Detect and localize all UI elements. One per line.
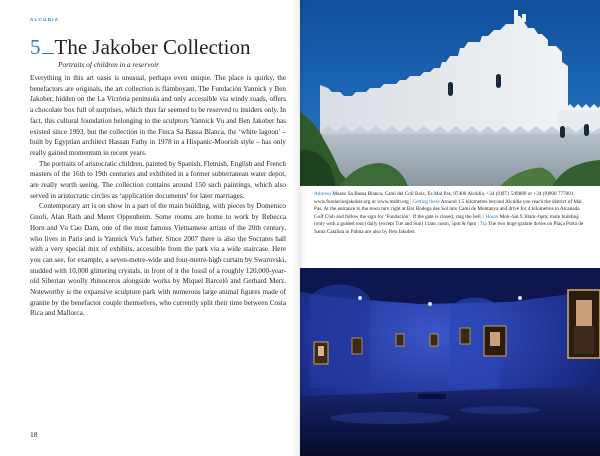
separator: |	[483, 213, 485, 220]
separator: |	[410, 198, 412, 205]
building-photo	[300, 0, 600, 186]
article-body	[30, 73, 286, 319]
article-heading	[30, 35, 250, 60]
right-page	[300, 0, 600, 456]
article-number: 5	[30, 35, 41, 59]
tip-text: The two huge granite doves on Plaça Porta de Santa Catalina in Palma are also by Ben Jakober.	[314, 221, 584, 235]
section-label: ALCÚDIA	[30, 17, 60, 22]
title-rule	[42, 53, 54, 54]
gallery-photo	[300, 268, 600, 456]
paragraph: The portraits of aristocratic children, painted by Spanish, Flemish, English and French masters of the 16th to 19th centuries and exhibited in a former subterranean water depot, are really worth seeing. The collection contains around 150 such paintings, which also served in aristocratic circles as ‘application documents’ for later marriages.	[30, 159, 286, 200]
hours-text: Mon–Sat 9.30am–6pm; main building (only with a guided tour) daily (except Tue and Sun) 11am, noon, 5pm & 6pm	[314, 213, 579, 228]
paragraph: Contemporary art is on show in a part of the main building, with pieces by Domenico Gnoli, Alan Rath and Meret Oppenheim. Some rooms are home to work by Rebecca Horn and Vu Cao Dam, one of the most famous Vietnamese artists of the 20th century, who lives in Paris and is Yannick Vu’s father. Since 2007 there is also the Socrates hall with a very special mix of exhibits, accessible from the park via a wide staircase. Here you can see, for example, a seven-metre-wide and four-metre-high curtain by Swarovski, studded with 10,000 glittering crystals, in front of it the fossil of a roughly 120,000-year-old Siberian woolly rhinoceros alongside works by Miquel Barceló and Gerhard Merz. Noteworthy is the expansive sculpture park with numerous large animal figures made of granite by the benefactor couple themselves, who currently split their time between Costa Rica and Mallorca.	[30, 202, 286, 318]
separator: |	[477, 221, 479, 228]
info-box	[300, 186, 600, 268]
paragraph: Everything in this art oasis is unusual, perhaps even unique. The place is quirky, the benefactors are originals, the art collection is flamboyant. The Fundación Yannick y Ben Jakober, hidden on the La Victòria peninsula and only accessible via windy roads, offers a chocolate box full of surprises, which thus far seemed to be reserved to insiders only. In fact, this cultural foundation belonging to the sculptors Yannick Vu and Ben Jakober has existed since 1993, but the collection in the Finca Sa Bassa Blanca, the ‘white lagoon’ – built by Egyptian architect Hassan Fathy in 1978 in a Hispanic-Moorish style – has only really gained momentum in recent years.	[30, 74, 286, 157]
getting-there-label: Getting there	[412, 198, 440, 205]
tip-label: Tip	[479, 221, 487, 228]
article-title: The Jakober Collection	[54, 35, 251, 59]
page-number: 18	[30, 430, 38, 439]
info-text	[314, 191, 586, 237]
hours-label: Hours	[485, 213, 499, 220]
article-subtitle: Portraits of children in a reservoir	[58, 60, 160, 69]
getting-there-text: Around 1.5 kilometres beyond Alcúdia you reach the district of Mal Pas. At the entrance to the town turn right at Bar Bodega des Sol into Camí de Muntanya and drive for 4 kilometres to Alcanada Golf Club and follow the sign for ‘Fundación’. If the gate is closed, ring the bell.	[314, 198, 582, 220]
address-label: Address	[314, 191, 332, 197]
address-text: Museo Sa Bassa Blanca, Camí del Coll Baix, Es Mal Pas, 07400 Alcúdia, +34 (0)971 549880 or +34 (0)900 777001, www.fundacionjakober.org or www.msbb.org	[314, 191, 575, 205]
